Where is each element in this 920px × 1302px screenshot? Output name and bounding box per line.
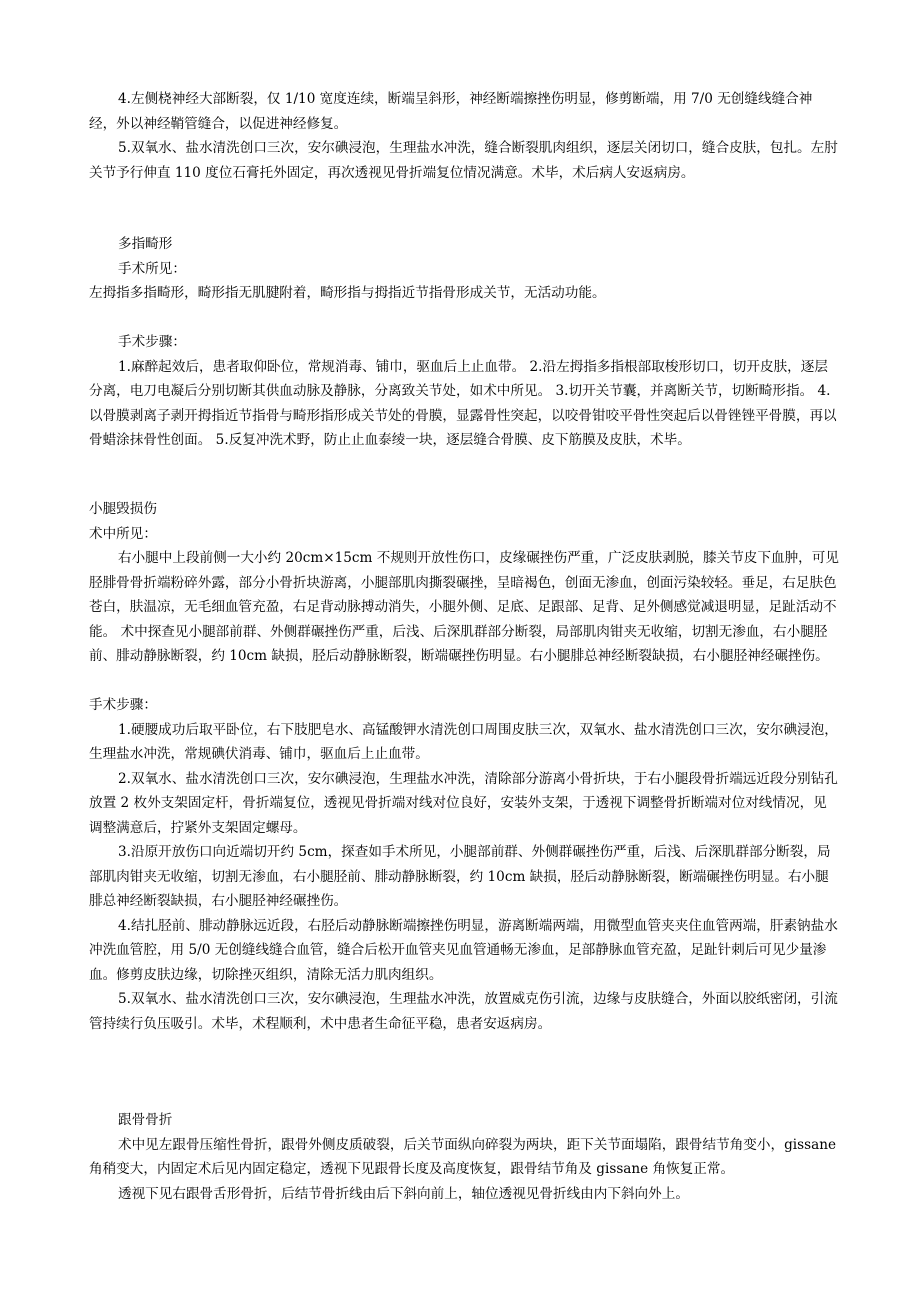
section-heel xyxy=(89,1108,839,1206)
step-item: 5.双氧水、盐水清洗创口三次，安尔碘浸泡，生理盐水冲洗，放置威克伤引流，边缘与皮肤缝合，外面以胶纸密闭，引流管持续行负压吸引。术毕，术程顺利，术中患者生命征平稳，患者安返病房。 xyxy=(89,991,838,1032)
paragraph-1: 术中见左跟骨压缩性骨折，跟骨外侧皮质破裂，后关节面纵向碎裂为两块，距下关节面塌陷，跟骨结节角变小，gissane 角稍变大，内固定术后见内固定稳定，透视下见跟骨长度及高度恢复，跟骨结节角及 gissane 角恢复正常。 xyxy=(89,1136,836,1177)
step-item: 3.沿原开放伤口向近端切开约 5cm，探查如手术所见，小腿部前群、外侧群碾挫伤严重，后浅、后深肌群部分断裂，局部肌肉钳夹无收缩，切割无渗血，右小腿胫前、腓动静脉断裂，约 10cm 缺损，胫后动静脉断裂，断端碾挫伤明显。右小腿腓总神经断裂缺损，右小腿胫神经碾挫伤。 xyxy=(89,844,831,909)
paragraph-2: 透视下见右跟骨舌形骨折，后结节骨折线由后下斜向前上，轴位透视见骨折线由内下斜向外上。 xyxy=(118,1185,689,1202)
findings-text: 右小腿中上段前侧一大小约 20cm×15cm 不规则开放性伤口，皮缘碾挫伤严重，广泛皮肤剥脱，膝关节皮下血肿，可见胫腓骨骨折端粉碎外露，部分小骨折块游离，小腿部肌肉撕裂碾挫，呈暗褐色，创面无渗血，创面污染较轻。垂足，右足肤色苍白，肤温凉，无毛细血管充盈，右足背动脉搏动消失，小腿外侧、足底、足跟部、足背、足外侧感觉减退明显，足趾活动不能。 术中探查见小腿部前群、外侧群碾挫伤严重，后浅、后深肌群部分断裂，局部肌肉钳夹无收缩，切割无渗血，右小腿胫前、腓动静脉断裂，约 10cm 缺损，胫后动静脉断裂，断端碾挫伤明显。右小腿腓总神经断裂缺损，右小腿胫神经碾挫伤。 xyxy=(89,550,839,664)
steps-label: 手术步骤： xyxy=(89,697,157,713)
step-item: 4.结扎胫前、腓动静脉远近段，右胫后动静脉断端擦挫伤明显，游离断端两端，用微型血管夹夹住血管两端，肝素钠盐水冲洗血管腔，用 5/0 无创缝线缝合血管，缝合后松开血管夹见血管通畅无渗血，足部静脉血管充盈，足趾针刺后可见少量渗血。修剪皮肤边缘，切除挫灭组织，清除无活力肌肉组织。 xyxy=(89,917,838,983)
section-top xyxy=(89,87,839,185)
section-finger xyxy=(89,232,839,453)
findings-label: 术中所见： xyxy=(89,525,157,542)
step-item: 2.双氧水、盐水清洗创口三次，安尔碘浸泡，生理盐水冲洗，清除部分游离小骨折块，于右小腿段骨折端远近段分别钻孔放置 2 枚外支架固定杆，骨折端复位，透视见骨折端对线对位良好，安装外支架，于透视下调整骨折断端对位对线情况，见调整满意后，拧紧外支架固定螺母。 xyxy=(89,770,838,836)
paragraph-step-5: 5.双氧水、盐水清洗创口三次，安尔碘浸泡，生理盐水冲洗，缝合断裂肌肉组织，逐层关闭切口，缝合皮肤，包扎。左肘关节予行伸直 110 度位石膏托外固定，再次透视见骨折端复位情况满意。术毕，术后病人安返病房。 xyxy=(89,140,838,181)
findings-text: 左拇指多指畸形，畸形指无肌腱附着，畸形指与拇指近节指骨形成关节，无活动功能。 xyxy=(89,285,606,301)
section-title: 小腿毁损伤 xyxy=(89,501,157,517)
section-title: 跟骨骨折 xyxy=(118,1112,173,1128)
findings-label: 手术所见： xyxy=(118,260,186,277)
section-title: 多指畸形 xyxy=(118,236,173,252)
paragraph-step-4: 4.左侧桡神经大部断裂，仅 1/10 宽度连续，断端呈斜形，神经断端擦挫伤明显，修剪断端，用 7/0 无创缝线缝合神经，外以神经鞘管缝合，以促进神经修复。 xyxy=(89,91,813,132)
step-item: 1.硬腰成功后取平卧位，右下肢肥皂水、高锰酸钾水清洗创口周围皮肤三次，双氧水、盐水清洗创口三次，安尔碘浸泡，生理盐水冲洗，常规碘伏消毒、铺巾，驱血后上止血带。 xyxy=(89,721,838,762)
section-leg xyxy=(89,497,839,1036)
steps-text: 1.麻醉起效后，患者取仰卧位，常规消毒、铺巾，驱血后上止血带。 2.沿左拇指多指根部取梭形切口，切开皮肤，逐层分离，电刀电凝后分别切断其供血动脉及静脉，分离致关节处，如术中所见。 3.切开关节囊，并离断关节，切断畸形指。 4.以骨膜剥离子剥开拇指近节指骨与畸形指形成关节处的骨膜，显露骨性突起，以咬骨钳咬平骨性突起后以骨锉锉平骨膜，再以骨蜡涂抹骨性创面。 5.反复冲洗术野，防止止血泰绫一块，逐层缝合骨膜、皮下筋膜及皮肤，术毕。 xyxy=(89,358,837,448)
steps-label: 手术步骤： xyxy=(118,334,186,350)
